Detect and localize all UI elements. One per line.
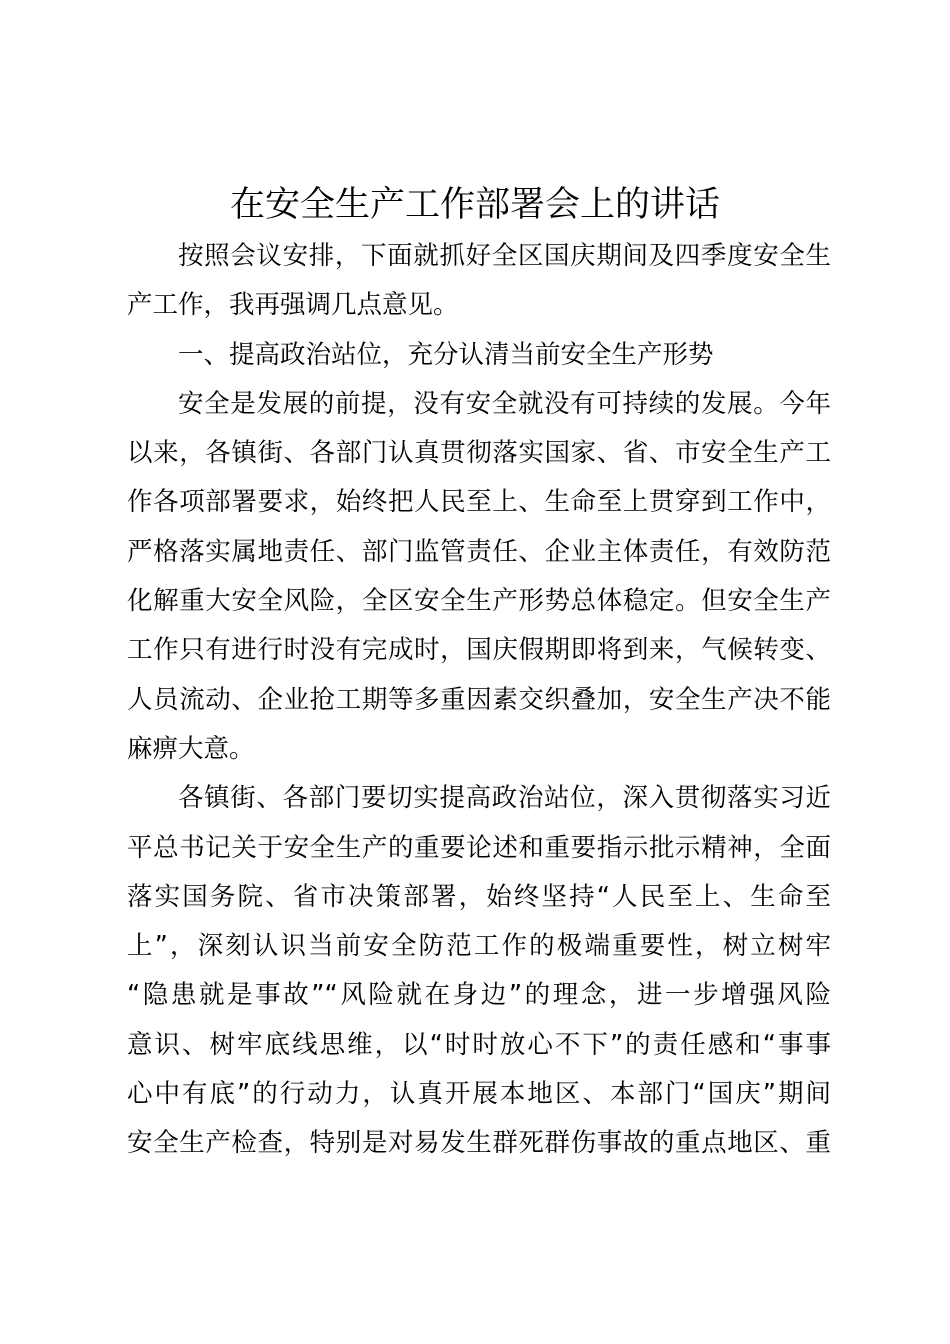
text-line: 工作只有进行时没有完成时，国庆假期即将到来，气候转变、 [127, 635, 831, 666]
paragraph-intro [127, 232, 831, 331]
text-line: 产工作，我再强调几点意见。 [127, 290, 459, 321]
text-line: 落实国务院、省市决策部署，始终坚持“人民至上、生命至 [127, 881, 831, 912]
text-line: 上”，深刻认识当前安全防范工作的极端重要性，树立树牢 [127, 931, 831, 962]
text-line: 安全生产检查，特别是对易发生群死群伤事故的重点地区、重 [127, 1128, 831, 1159]
text-line: 化解重大安全风险，全区安全生产形势总体稳定。但安全生产 [127, 586, 831, 617]
text-line: 严格落实属地责任、部门监管责任、企业主体责任，有效防范 [127, 536, 831, 567]
text-line: 心中有底”的行动力，认真开展本地区、本部门“国庆”期间 [127, 1079, 831, 1110]
document-body [127, 232, 831, 1169]
text-line: “隐患就是事故”“风险就在身边”的理念，进一步增强风险 [127, 980, 831, 1011]
document-title: 在安全生产工作部署会上的讲话 [229, 185, 720, 225]
paragraph-requirements [127, 774, 831, 1168]
paragraph-situation [127, 380, 831, 774]
text-line: 麻痹大意。 [127, 733, 255, 764]
text-line: 意识、树牢底线思维，以“时时放心不下”的责任感和“事事 [127, 1029, 831, 1060]
text-line: 按照会议安排，下面就抓好全区国庆期间及四季度安全生 [178, 241, 831, 271]
text-line: 以来，各镇街、各部门认真贯彻落实国家、省、市安全生产工 [127, 438, 831, 469]
section-heading-text: 一、提高政治站位，充分认清当前安全生产形势 [178, 339, 714, 370]
text-line: 安全是发展的前提，没有安全就没有可持续的发展。今年 [178, 388, 831, 419]
text-line: 作各项部署要求，始终把人民至上、生命至上贯穿到工作中， [127, 487, 831, 518]
text-line: 人员流动、企业抢工期等多重因素交织叠加，安全生产决不能 [127, 684, 831, 715]
text-line: 平总书记关于安全生产的重要论述和重要指示批示精神，全面 [127, 832, 831, 863]
text-line: 各镇街、各部门要切实提高政治站位，深入贯彻落实习近 [178, 783, 831, 814]
section-heading-1 [127, 331, 831, 380]
